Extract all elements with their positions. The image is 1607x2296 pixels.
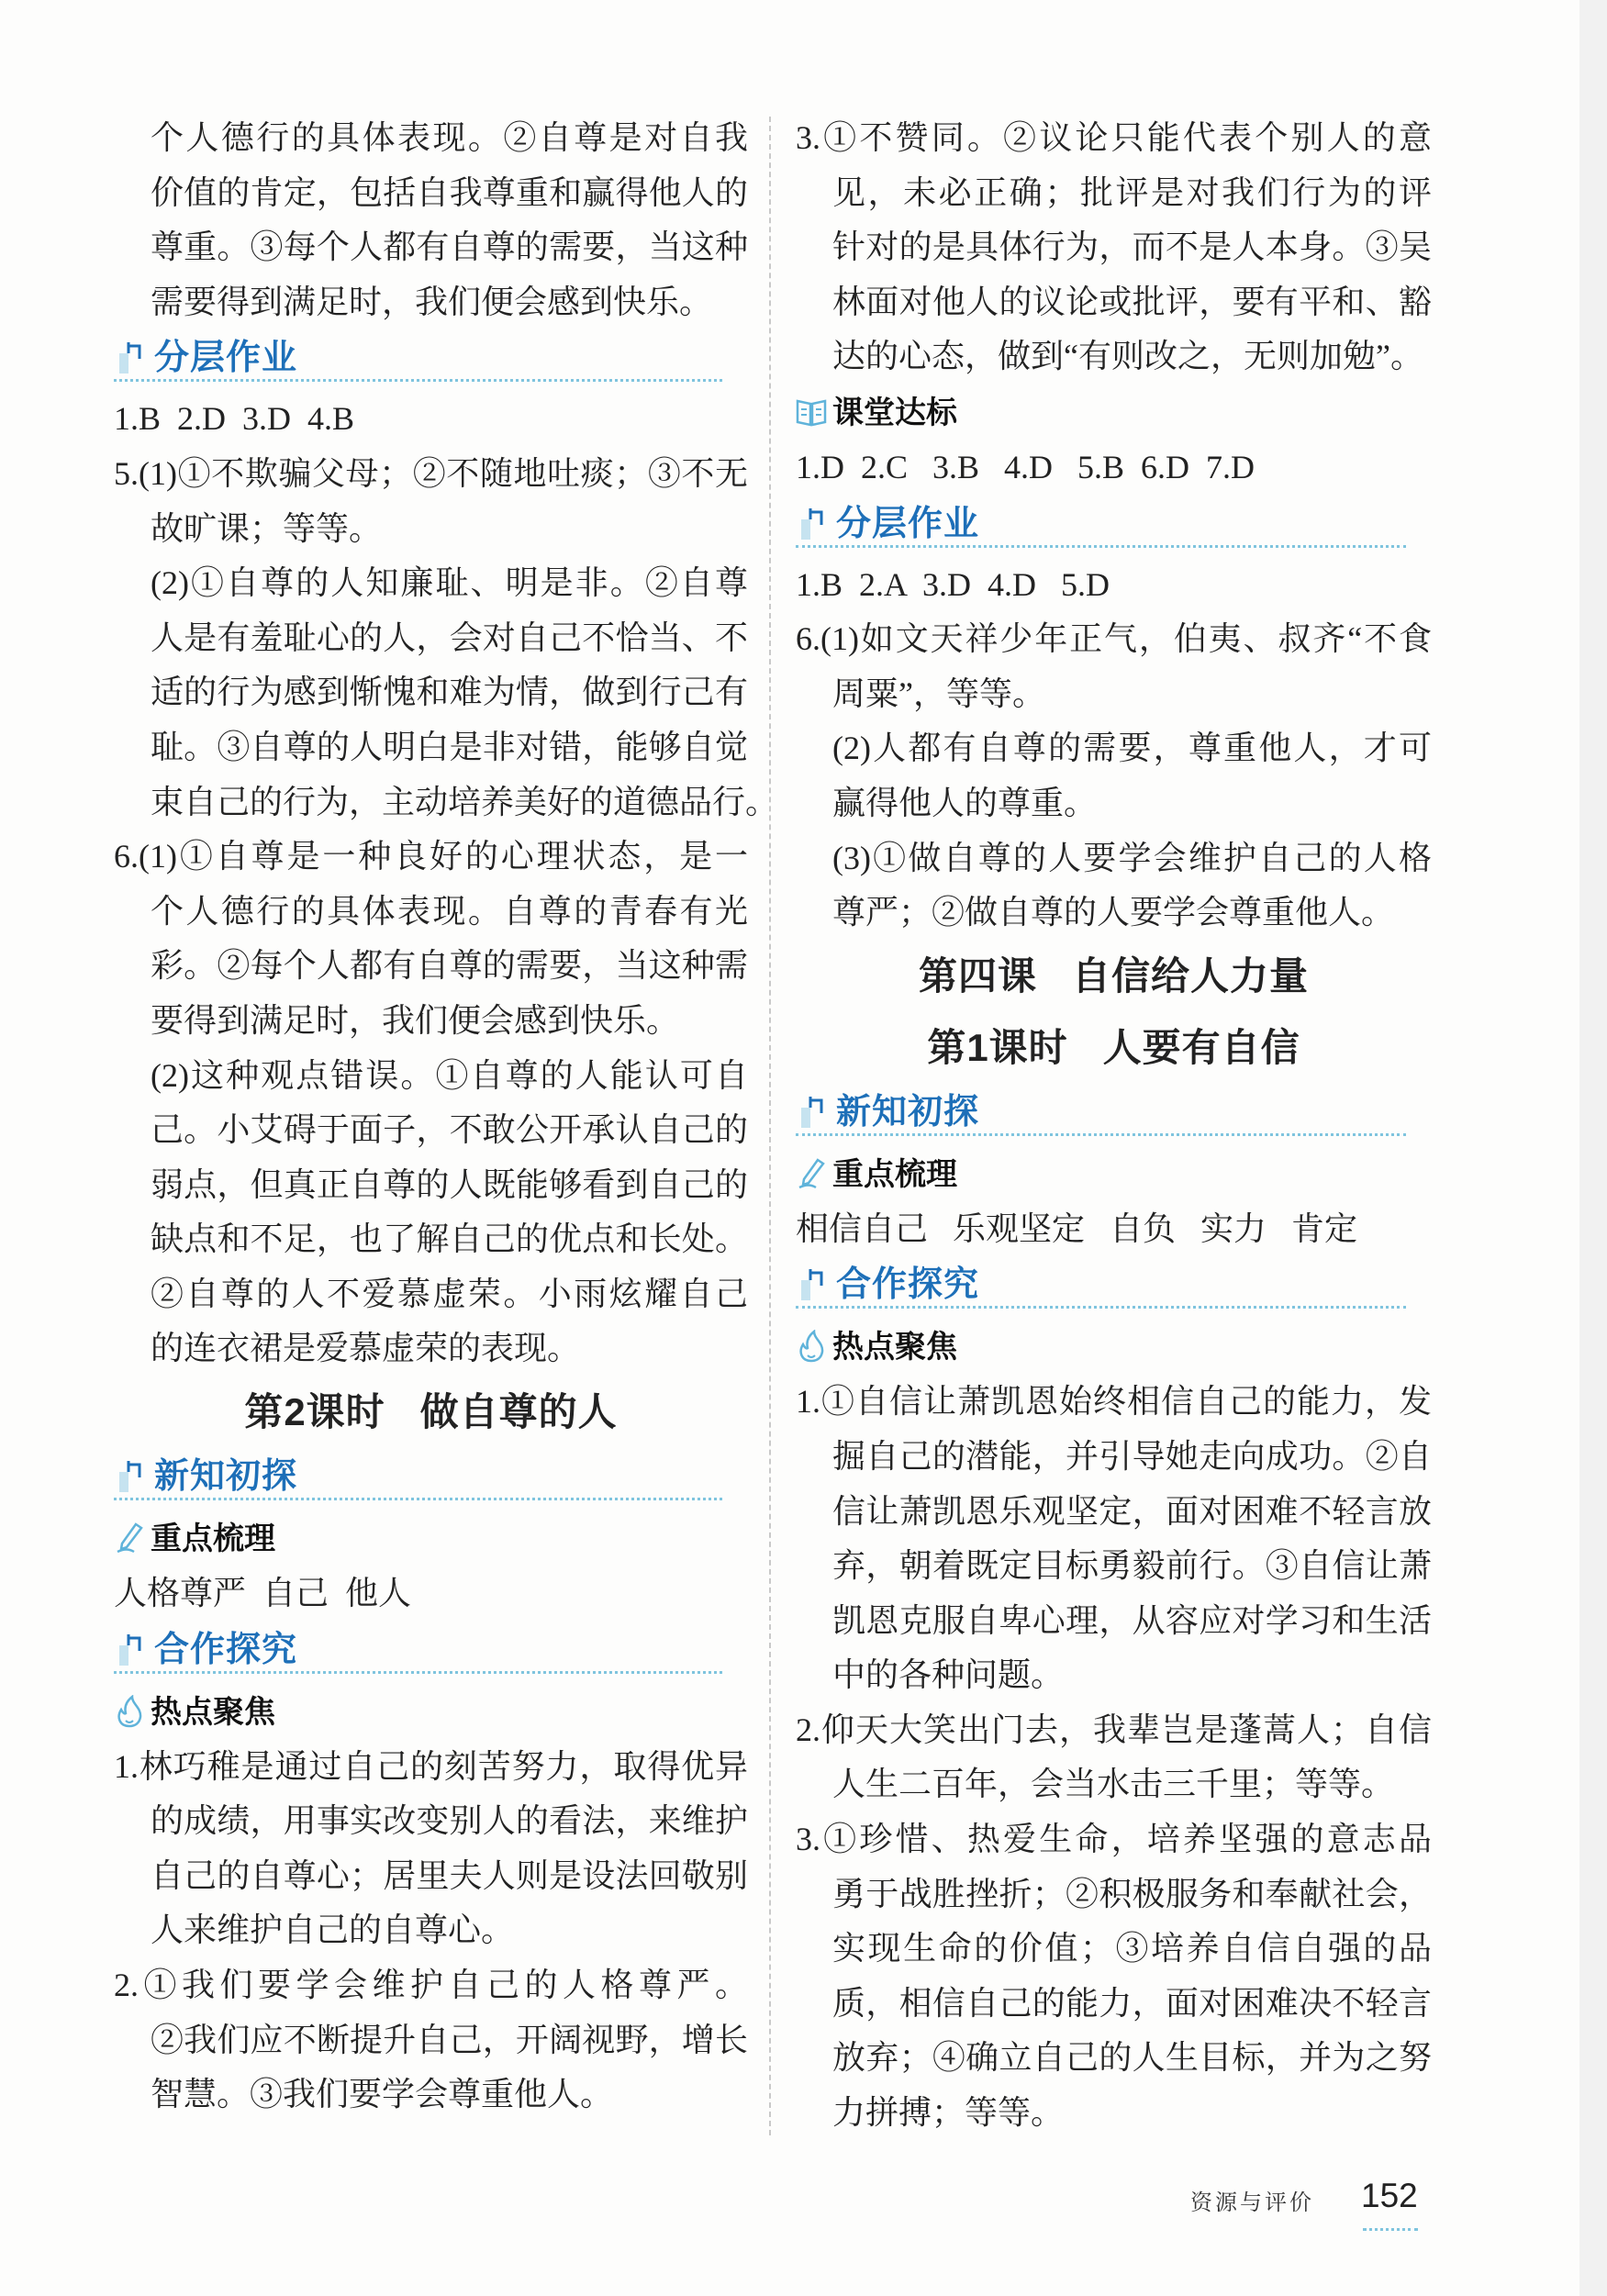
- text-line: 林面对他人的议论或批评，要有平和、豁: [832, 283, 1432, 320]
- bookmark-arrow-icon: [799, 507, 831, 541]
- text-line: 人生二百年，会当水击三千里；等等。: [832, 1766, 1395, 1803]
- text-line: 信让萧凯恩乐观坚定，面对困难不轻言放: [832, 1492, 1432, 1530]
- heading-label: 新知初探: [836, 1092, 980, 1131]
- page-edge: [1579, 0, 1607, 2296]
- column-divider: [769, 117, 771, 2135]
- page-number: 152: [1361, 2177, 1418, 2214]
- answer-paragraph: [796, 721, 1432, 830]
- text-line: 价值的肯定，包括自我尊重和赢得他人的: [151, 173, 748, 211]
- text-line: 弃，朝着既定目标勇毅前行。③自信让萧: [832, 1547, 1432, 1585]
- dotted-rule: [796, 1133, 1406, 1136]
- heading-label: 热点聚焦: [151, 1694, 275, 1730]
- bookmark-arrow-icon: [117, 1633, 149, 1667]
- subsection-heading: [114, 1510, 748, 1566]
- heading-label: 合作探究: [836, 1265, 980, 1305]
- text-line: 周粟”，等等。: [832, 674, 1045, 712]
- text-line: 质，相信自己的能力，面对困难决不轻言: [832, 1984, 1432, 2022]
- bookmark-arrow-icon: [799, 1095, 831, 1130]
- bookmark-arrow-icon: [117, 340, 149, 375]
- section-heading: [114, 1448, 748, 1510]
- heading-label: 分层作业: [836, 504, 980, 543]
- text-line: (2)①自尊的人知廉耻、明是非。②自尊: [151, 564, 748, 602]
- text-line: (2)人都有自尊的需要，尊重他人，才可: [832, 730, 1432, 767]
- answer-paragraph: [114, 447, 748, 556]
- flame-icon: [796, 1330, 827, 1363]
- right-column: [796, 111, 1432, 2141]
- section-heading: [796, 1256, 1432, 1319]
- text-line: 人是有羞耻心的人，会对自己不恰当、不: [151, 619, 748, 656]
- footer-label: 资源与评价: [1190, 2191, 1314, 2215]
- text-line: 见，未必正确；批评是对我们行为的评: [832, 173, 1432, 211]
- answer-paragraph: [114, 111, 748, 329]
- text-line: 放弃；④确立自己的人生目标，并为之努: [832, 2039, 1432, 2077]
- text-line: 己。小艾碍于面子，不敢公开承认自己的: [151, 1111, 748, 1149]
- text-line: 2.仰天大笑出门去，我辈岂是蓬蒿人；自信: [796, 1711, 1432, 1748]
- answer-paragraph: [796, 831, 1432, 941]
- dotted-rule: [796, 545, 1406, 548]
- answer-line: 相信自己 乐观坚定 自负 实力 肯定: [796, 1209, 1358, 1247]
- text-line: 适的行为感到惭愧和难为情，做到行己有: [151, 674, 748, 711]
- dotted-rule: [114, 1498, 722, 1500]
- text-line: 1.林巧稚是通过自己的刻苦努力，取得优异: [114, 1747, 748, 1785]
- heading-label: 重点梳理: [832, 1156, 957, 1192]
- answer-paragraph: [114, 1740, 748, 1958]
- open-book-icon: [796, 396, 827, 429]
- text-line: 5.(1)①不欺骗父母；②不随地吐痰；③不无: [114, 454, 748, 492]
- text-line: (2)这种观点错误。①自尊的人能认可自: [151, 1056, 748, 1094]
- section-heading: [796, 1084, 1432, 1146]
- answer-paragraph: [796, 1812, 1432, 2141]
- text-line: 缺点和不足，也了解自己的优点和长处。: [151, 1220, 748, 1258]
- text-line: 达的心态，做到“有则改之，无则加勉”。: [832, 338, 1423, 375]
- text-line: 的连衣裙是爱慕虚荣的表现。: [151, 1330, 581, 1367]
- text-line: 勇于战胜挫折；②积极服务和奉献社会，: [832, 1875, 1432, 1912]
- answer-paragraph: [114, 830, 748, 1048]
- answer-paragraph: [114, 556, 779, 830]
- heading-label: 重点梳理: [151, 1521, 275, 1557]
- answer-paragraph: [796, 1703, 1432, 1812]
- subsection-heading: [796, 1319, 1432, 1375]
- answer-paragraph: [796, 612, 1432, 721]
- answer-paragraph: [796, 111, 1432, 385]
- answer-line: 1.B 2.D 3.D 4.B: [114, 400, 355, 438]
- text-line: 6.(1)如文天祥少年正气，伯夷、叔齐“不食: [796, 620, 1432, 658]
- heading-label: 新知初探: [154, 1457, 298, 1497]
- subsection-heading: [796, 385, 1432, 440]
- text-line: 掘自己的潜能，并引导她走向成功。②自: [832, 1437, 1432, 1475]
- bookmark-arrow-icon: [799, 1267, 831, 1302]
- dotted-rule: [114, 379, 722, 382]
- text-line: 3.①珍惜、热爱生命，培养坚强的意志品: [796, 1821, 1432, 1858]
- dotted-rule: [114, 1671, 722, 1674]
- text-line: 尊严；②做自尊的人要学会尊重他人。: [832, 894, 1395, 931]
- text-line: ②自尊的人不爱慕虚荣。小雨炫耀自己: [151, 1275, 748, 1312]
- answer-line: 1.B 2.A 3.D 4.D 5.D: [796, 565, 1110, 603]
- text-line: 人来维护自己的自尊心。: [151, 1911, 515, 1949]
- lesson-title: 第1课时 人要有自信: [927, 1025, 1300, 1069]
- text-line: 3.①不赞同。②议论只能代表个别人的意: [796, 119, 1432, 156]
- text-line: 弱点，但真正自尊的人既能够看到自己的: [151, 1165, 748, 1203]
- subsection-heading: [796, 1146, 1432, 1202]
- lesson-title: 第四课 自信给人力量: [918, 953, 1309, 998]
- pen-icon: [796, 1157, 827, 1190]
- answer-paragraph: [796, 1375, 1432, 1703]
- section-heading: [796, 496, 1432, 558]
- text-line: 1.①自信让萧凯恩始终相信自己的能力，发: [796, 1383, 1432, 1421]
- answer-line: 人格尊严 自己 他人: [114, 1575, 412, 1612]
- heading-label: 分层作业: [154, 339, 298, 378]
- text-line: 赢得他人的尊重。: [832, 784, 1098, 821]
- text-line: 智慧。③我们要学会尊重他人。: [151, 2076, 614, 2113]
- answer-paragraph: [114, 1049, 748, 1377]
- left-column: [114, 111, 779, 2123]
- text-line: 2.①我们要学会维护自己的人格尊严。: [114, 1967, 748, 2004]
- text-line: 针对的是具体行为，而不是人本身。③吴: [832, 228, 1432, 266]
- text-line: ②我们应不断提升自己，开阔视野，增长: [151, 2021, 748, 2058]
- subsection-heading: [114, 1684, 748, 1740]
- pen-icon: [114, 1521, 145, 1555]
- section-heading: [114, 1622, 748, 1684]
- text-line: 凯恩克服自卑心理，从容应对学习和生活: [832, 1601, 1432, 1639]
- text-line: (3)①做自尊的人要学会维护自己的人格: [832, 839, 1432, 876]
- lesson-title: 第2课时 做自尊的人: [244, 1390, 618, 1434]
- flame-icon: [114, 1695, 145, 1728]
- text-line: 个人德行的具体表现。②自尊是对自我: [151, 119, 748, 156]
- heading-label: 课堂达标: [832, 395, 957, 430]
- text-line: 自己的自尊心；居里夫人则是设法回敬别: [151, 1856, 748, 1894]
- heading-label: 合作探究: [154, 1630, 298, 1669]
- text-line: 耻。③自尊的人明白是非对错，能够自觉: [151, 728, 748, 765]
- text-line: 要得到满足时，我们便会感到快乐。: [151, 1001, 680, 1039]
- section-heading: [114, 329, 748, 392]
- bookmark-arrow-icon: [117, 1459, 149, 1494]
- text-line: 尊重。③每个人都有自尊的需要，当这种: [151, 228, 748, 266]
- answer-line: 1.D 2.C 3.B 4.D 5.B 6.D 7.D: [796, 448, 1255, 485]
- text-line: 力拼搏；等等。: [832, 2094, 1065, 2132]
- page-number-underline: [1363, 2228, 1418, 2231]
- text-line: 的成绩，用事实改变别人的看法，来维护: [151, 1802, 748, 1840]
- text-line: 实现生命的价值；③培养自信自强的品: [832, 1930, 1432, 1967]
- answer-paragraph: [114, 1958, 748, 2123]
- text-line: 需要得到满足时，我们便会感到快乐。: [151, 283, 713, 320]
- text-line: 6.(1)①自尊是一种良好的心理状态，是一: [114, 838, 748, 875]
- text-line: 故旷课；等等。: [151, 509, 383, 547]
- text-line: 中的各种问题。: [832, 1656, 1065, 1694]
- text-line: 个人德行的具体表现。自尊的青春有光: [151, 892, 748, 930]
- dotted-rule: [796, 1306, 1406, 1309]
- heading-label: 热点聚焦: [832, 1330, 957, 1365]
- text-line: 束自己的行为，主动培养美好的道德品行。: [151, 783, 779, 820]
- text-line: 彩。②每个人都有自尊的需要，当这种需: [151, 947, 748, 985]
